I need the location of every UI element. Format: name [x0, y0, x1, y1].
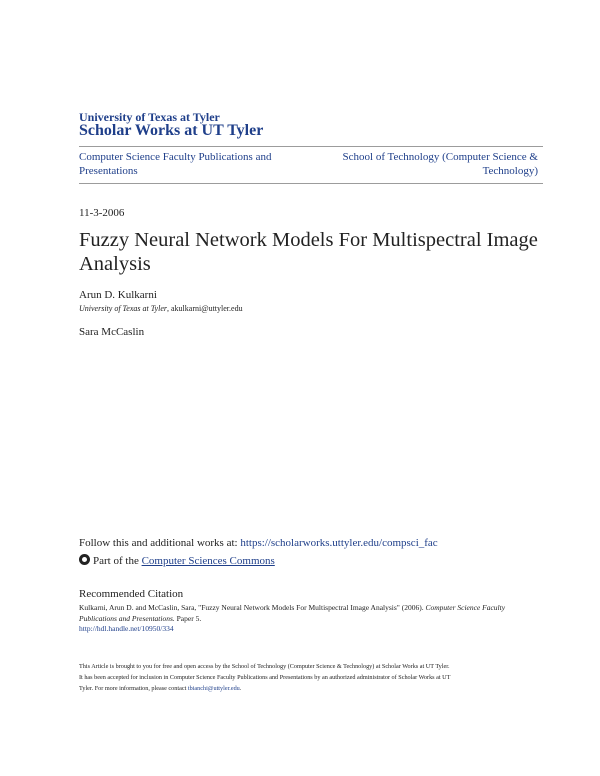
access-statement: [79, 661, 541, 694]
affiliation-institution: University of Texas at Tyler: [79, 304, 167, 313]
citation-handle-link[interactable]: http://hdl.handle.net/10950/334: [79, 624, 174, 633]
collection-url-link[interactable]: https://scholarworks.uttyler.edu/compsci_fac: [240, 537, 438, 549]
follow-line: [79, 537, 438, 549]
access-line-3-prefix: Tyler. For more information, please contact: [79, 685, 188, 692]
author-name-2: Sara McCaslin: [79, 326, 145, 338]
header-divider-bottom: [79, 183, 543, 184]
follow-text: Follow this and additional works at:: [79, 537, 241, 549]
author-name-1: Arun D. Kulkarni: [79, 289, 157, 301]
access-line-3-suffix: .: [239, 685, 242, 692]
access-line-2: It has been accepted for inclusion in Computer Science Faculty Publications and Presentations by an authorized administrator of Scholar Works at UT: [79, 674, 451, 681]
institution-name[interactable]: University of Texas at Tyler: [79, 110, 220, 124]
repository-name[interactable]: Scholar Works at UT Tyler: [79, 122, 264, 139]
citation-text: Kulkarni, Arun D. and McCaslin, Sara, "Fuzzy Neural Network Models For Multispectral Image Analysis" (2006).: [79, 603, 426, 612]
contact-email-link[interactable]: tbianchi@uttyler.edu: [187, 685, 240, 692]
part-of-line: [79, 554, 275, 567]
part-of-text: Part of the: [93, 555, 142, 567]
author-affiliation-1: [79, 304, 243, 313]
citation-block: [79, 603, 541, 635]
collection-link-right[interactable]: School of Technology (Computer Science & Technology): [342, 151, 538, 177]
commons-link[interactable]: Computer Sciences Commons: [141, 555, 275, 567]
author-email: , akulkarni@uttyler.edu: [167, 304, 243, 313]
article-title: Fuzzy Neural Network Models For Multispectral Image Analysis: [79, 229, 538, 275]
citation-journal: Computer Science Faculty Publications and Presentations.: [79, 603, 506, 623]
collection-link-left[interactable]: Computer Science Faculty Publications and Presentations: [79, 151, 272, 177]
header-divider-top: [79, 146, 543, 147]
commons-network-icon: [79, 554, 90, 565]
access-line-1: This Article is brought to you for free and open access by the School of Technology (Computer Science & Technology) at Scholar Works at UT Tyler.: [79, 663, 450, 670]
publication-date: 11-3-2006: [79, 207, 125, 219]
citation-paper: Paper 5.: [174, 613, 202, 623]
recommended-citation-heading: Recommended Citation: [79, 588, 184, 600]
